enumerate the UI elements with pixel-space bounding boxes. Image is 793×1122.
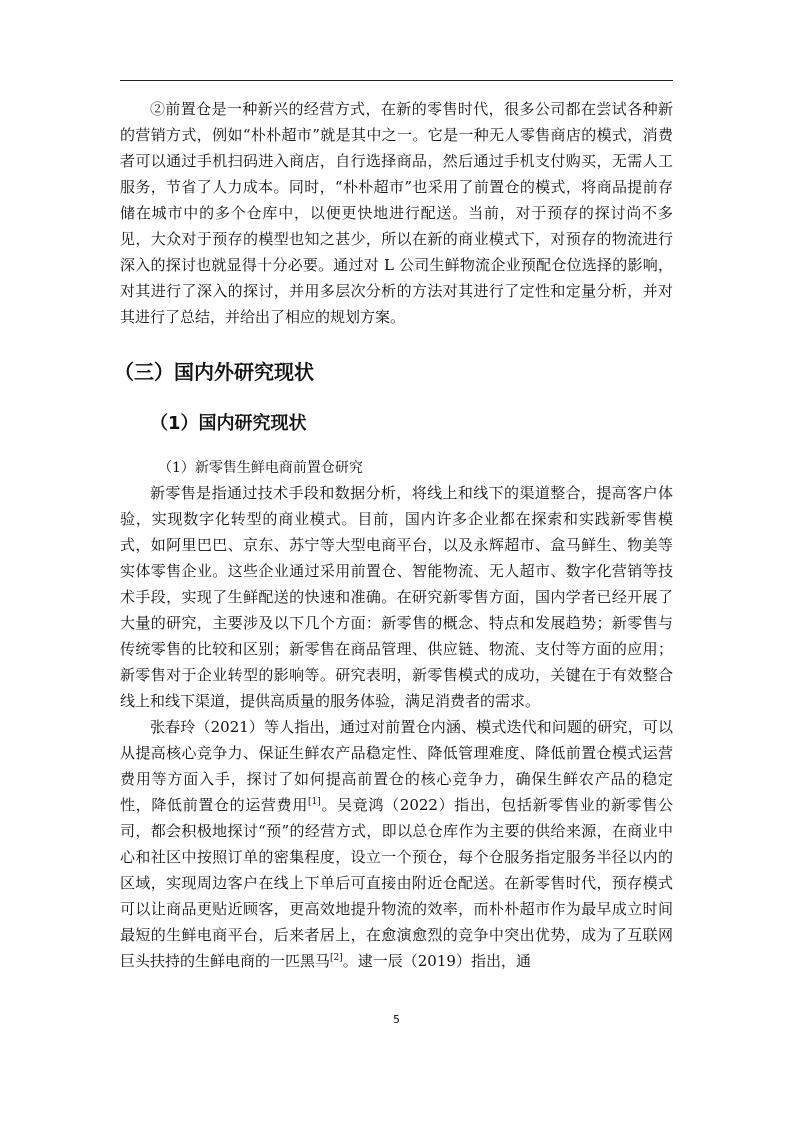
citation-1[interactable]: [1] bbox=[308, 797, 321, 807]
citation-2[interactable]: [2] bbox=[330, 953, 343, 963]
paragraph-2-text-c: 。逮一辰（2019）指出，通 bbox=[342, 952, 531, 970]
subsection-heading: （1）国内研究现状 bbox=[150, 413, 307, 434]
body-paragraph-2 bbox=[120, 714, 673, 974]
header-rule bbox=[120, 80, 673, 81]
section-heading: （三）国内外研究现状 bbox=[114, 360, 314, 384]
intro-paragraph: ②前置仓是一种新兴的经营方式，在新的零售时代，很多公司都在尝试各种新的营销方式，例如“朴朴超市”就是其中之一。它是一种无人零售商店的模式，消费者可以通过手机扫码进入商店，自行选择商品，然后通过手机支付购买，无需人工服务，节省了人力成本。同时，“朴朴超市”也采用了前置仓的模式，将商品提前存储在城市中的多个仓库中，以便更快地进行配送。当前，对于预存的探讨尚不多见，大众对于预存的模型也知之甚少，所以在新的商业模式下，对预存的物流进行深入的探讨也就显得十分必要。通过对 L 公司生鲜物流企业预配仓位选择的影响，对其进行了深入的探讨，并用多层次分析的方法对其进行了定性和定量分析，并对其进行了总结，并给出了相应的规划方案。 bbox=[120, 100, 673, 326]
body-paragraph-1: 新零售是指通过技术手段和数据分析，将线上和线下的渠道整合，提高客户体验，实现数字化转型的商业模式。目前，国内许多企业都在探索和实践新零售模式，如阿里巴巴、京东、苏宁等大型电商平台，以及永辉超市、盒马鲜生、物美等实体零售企业。这些企业通过采用前置仓、智能物流、无人超市、数字化营销等技术手段，实现了生鲜配送的快速和准确。在研究新零售方面，国内学者已经开展了大量的研究，主要涉及以下几个方面：新零售的概念、特点和发展趋势；新零售与传统零售的比较和区别；新零售在商品管理、供应链、物流、支付等方面的应用；新零售对于企业转型的影响等。研究表明，新零售模式的成功，关键在于有效整合线上和线下渠道，提供高质量的服务体验，满足消费者的需求。 bbox=[120, 484, 673, 710]
page-number: 5 bbox=[393, 1013, 400, 1026]
paragraph-2-text-b: 。吴竟鸿（2022）指出，包括新零售业的新零售公司，都会积极地探讨“预”的经营方式，即以总仓库作为主要的供给来源，在商业中心和社区中按照订单的密集程度，设立一个预仓，每个仓服务指定服务半径以内的区域，实现周边客户在线上下单后可直接由附近仓配送。在新零售时代，预存模式可以让商品更贴近顾客，更高效地提升物流的效率，而朴朴超市作为最早成立时间最短的生鲜电商平台，后来者居上，在愈演愈烈的竞争中突出优势，成为了互联网巨头扶持的生鲜电商的一匹黑马 bbox=[120, 796, 673, 970]
page-content bbox=[114, 96, 673, 974]
paragraph-2-text-a: 张春玲（2021）等人指出，通过对前置仓内涵、模式迭代和问题的研究，可以从提高核心竞争力、保证生鲜农产品稳定性、降低管理难度、降低前置仓模式运营费用等方面入手，探讨了如何提高前置仓的核心竞争力，确保生鲜农产品的稳定性，降低前置仓的运营费用 bbox=[120, 718, 673, 814]
subsubsection-heading: （1）新零售生鲜电商前置仓研究 bbox=[158, 460, 363, 476]
